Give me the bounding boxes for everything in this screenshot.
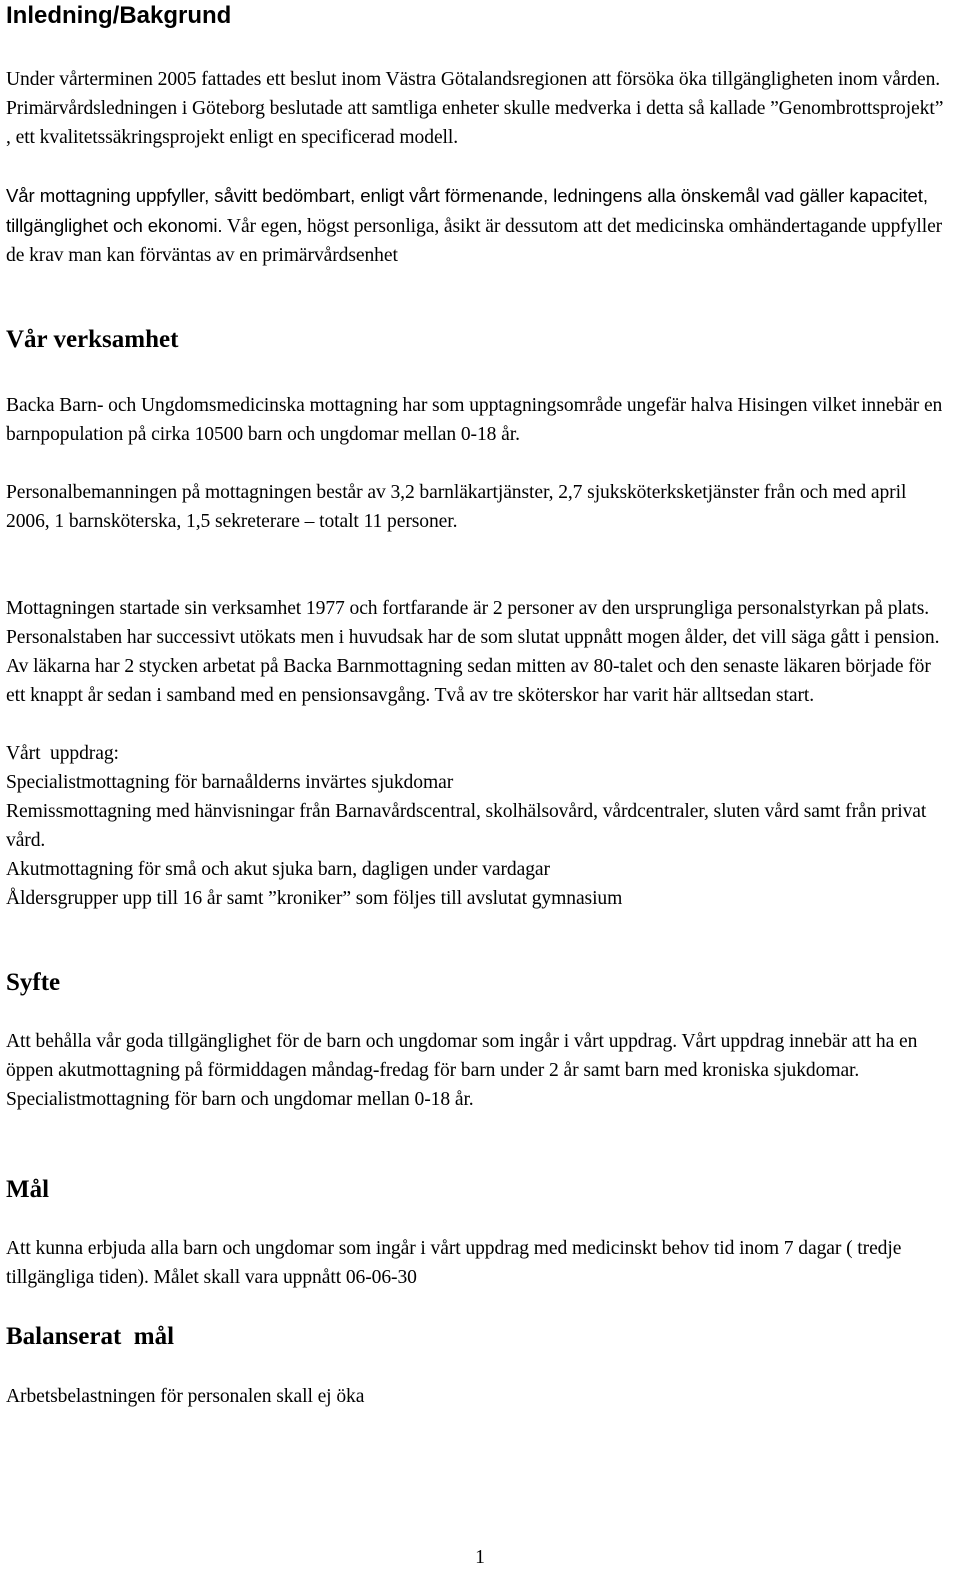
uppdrag-list [6, 768, 952, 913]
mal-paragraph: Att kunna erbjuda alla barn och ungdomar som ingår i vårt uppdrag med medicinskt behov tid inom 7 dagar ( tredje tillgängliga tiden). Målet skall vara uppnått 06-06-30 [6, 1238, 902, 1288]
uppdrag-item: Akutmottagning för små och akut sjuka barn, dagligen under vardagar [6, 859, 550, 880]
heading-balanserat-mal: Balanserat mål [6, 1323, 175, 1350]
heading-var-verksamhet: Vår verksamhet [6, 326, 179, 353]
balanserat-paragraph: Arbetsbelastningen för personalen skall ej öka [6, 1386, 365, 1407]
uppdrag-item: Åldersgrupper upp till 16 år samt ”kroniker” som följes till avslutat gymnasium [6, 888, 623, 909]
intro-paragraph-1: Under vårterminen 2005 fattades ett beslut inom Västra Götalandsregionen att försöka öka tillgängligheten inom vården. Primärvårdsledningen i Göteborg beslutade att samtliga enheter skulle medverka i detta så kallade ”Genombrottsprojekt” , ett kvalitetssäkringsprojekt enligt en specificerad modell. [6, 69, 944, 148]
uppdrag-item: Remissmottagning med hänvisningar från Barnavårdscentral, skolhälsovård, vårdcentraler, sluten vård samt från privat vård. [6, 801, 927, 851]
verksamhet-paragraph-3: Mottagningen startade sin verksamhet 1977 och fortfarande är 2 personer av den ursprungliga personalstyrkan på plats. Personalstaben har successivt utökats men i huvudsak har de som slutat uppnått mogen ålder, det vill säga gått i pension. Av läkarna har 2 stycken arbetat på Backa Barnmottagning sedan mitten av 80-talet och den senaste läkaren började för ett knappt år sedan i samband med en pensionsavgång. Två av tre sköterskor har varit här alltsedan start. [6, 598, 940, 706]
heading-syfte: Syfte [6, 969, 61, 996]
verksamhet-paragraph-1: Backa Barn- och Ungdomsmedicinska mottagning har som upptagningsområde ungefär halva Hisingen vilket innebär en barnpopulation på cirka 10500 barn och ungdomar mellan 0-18 år. [6, 395, 943, 445]
page-number: 1 [475, 1547, 485, 1568]
uppdrag-label: Vårt uppdrag: [6, 743, 119, 764]
intro-paragraph-2 [6, 181, 952, 270]
verksamhet-paragraph-2: Personalbemanningen på mottagningen består av 3,2 barnläkartjänster, 2,7 sjuksköterksketjänster från och med april 2006, 1 barnsköterska, 1,5 sekreterare – totalt 11 personer. [6, 482, 907, 532]
intro-paragraph-2-sans: Vår mottagning uppfyller, såvitt bedömbart, enligt vårt förmenande, ledningens alla önskemål vad gäller kapacitet, tillgänglighet och ekonomi. [6, 185, 928, 236]
intro-paragraph-2-serif: Vår egen, högst personliga, åsikt är dessutom att det medicinska omhändertagande uppfyller de krav man kan förväntas av en primärvårdsenhet [6, 216, 943, 266]
syfte-paragraph: Att behålla vår goda tillgänglighet för de barn och ungdomar som ingår i vårt uppdrag. Vårt uppdrag innebär att ha en öppen akutmottagning på förmiddagen måndag-fredag för barn under 2 år samt barn med kroniska sjukdomar. Specialistmottagning för barn och ungdomar mellan 0-18 år. [6, 1031, 918, 1110]
uppdrag-item: Specialistmottagning för barnaålderns invärtes sjukdomar [6, 772, 454, 793]
heading-inledning: Inledning/Bakgrund [6, 2, 232, 29]
heading-mal: Mål [6, 1176, 50, 1203]
